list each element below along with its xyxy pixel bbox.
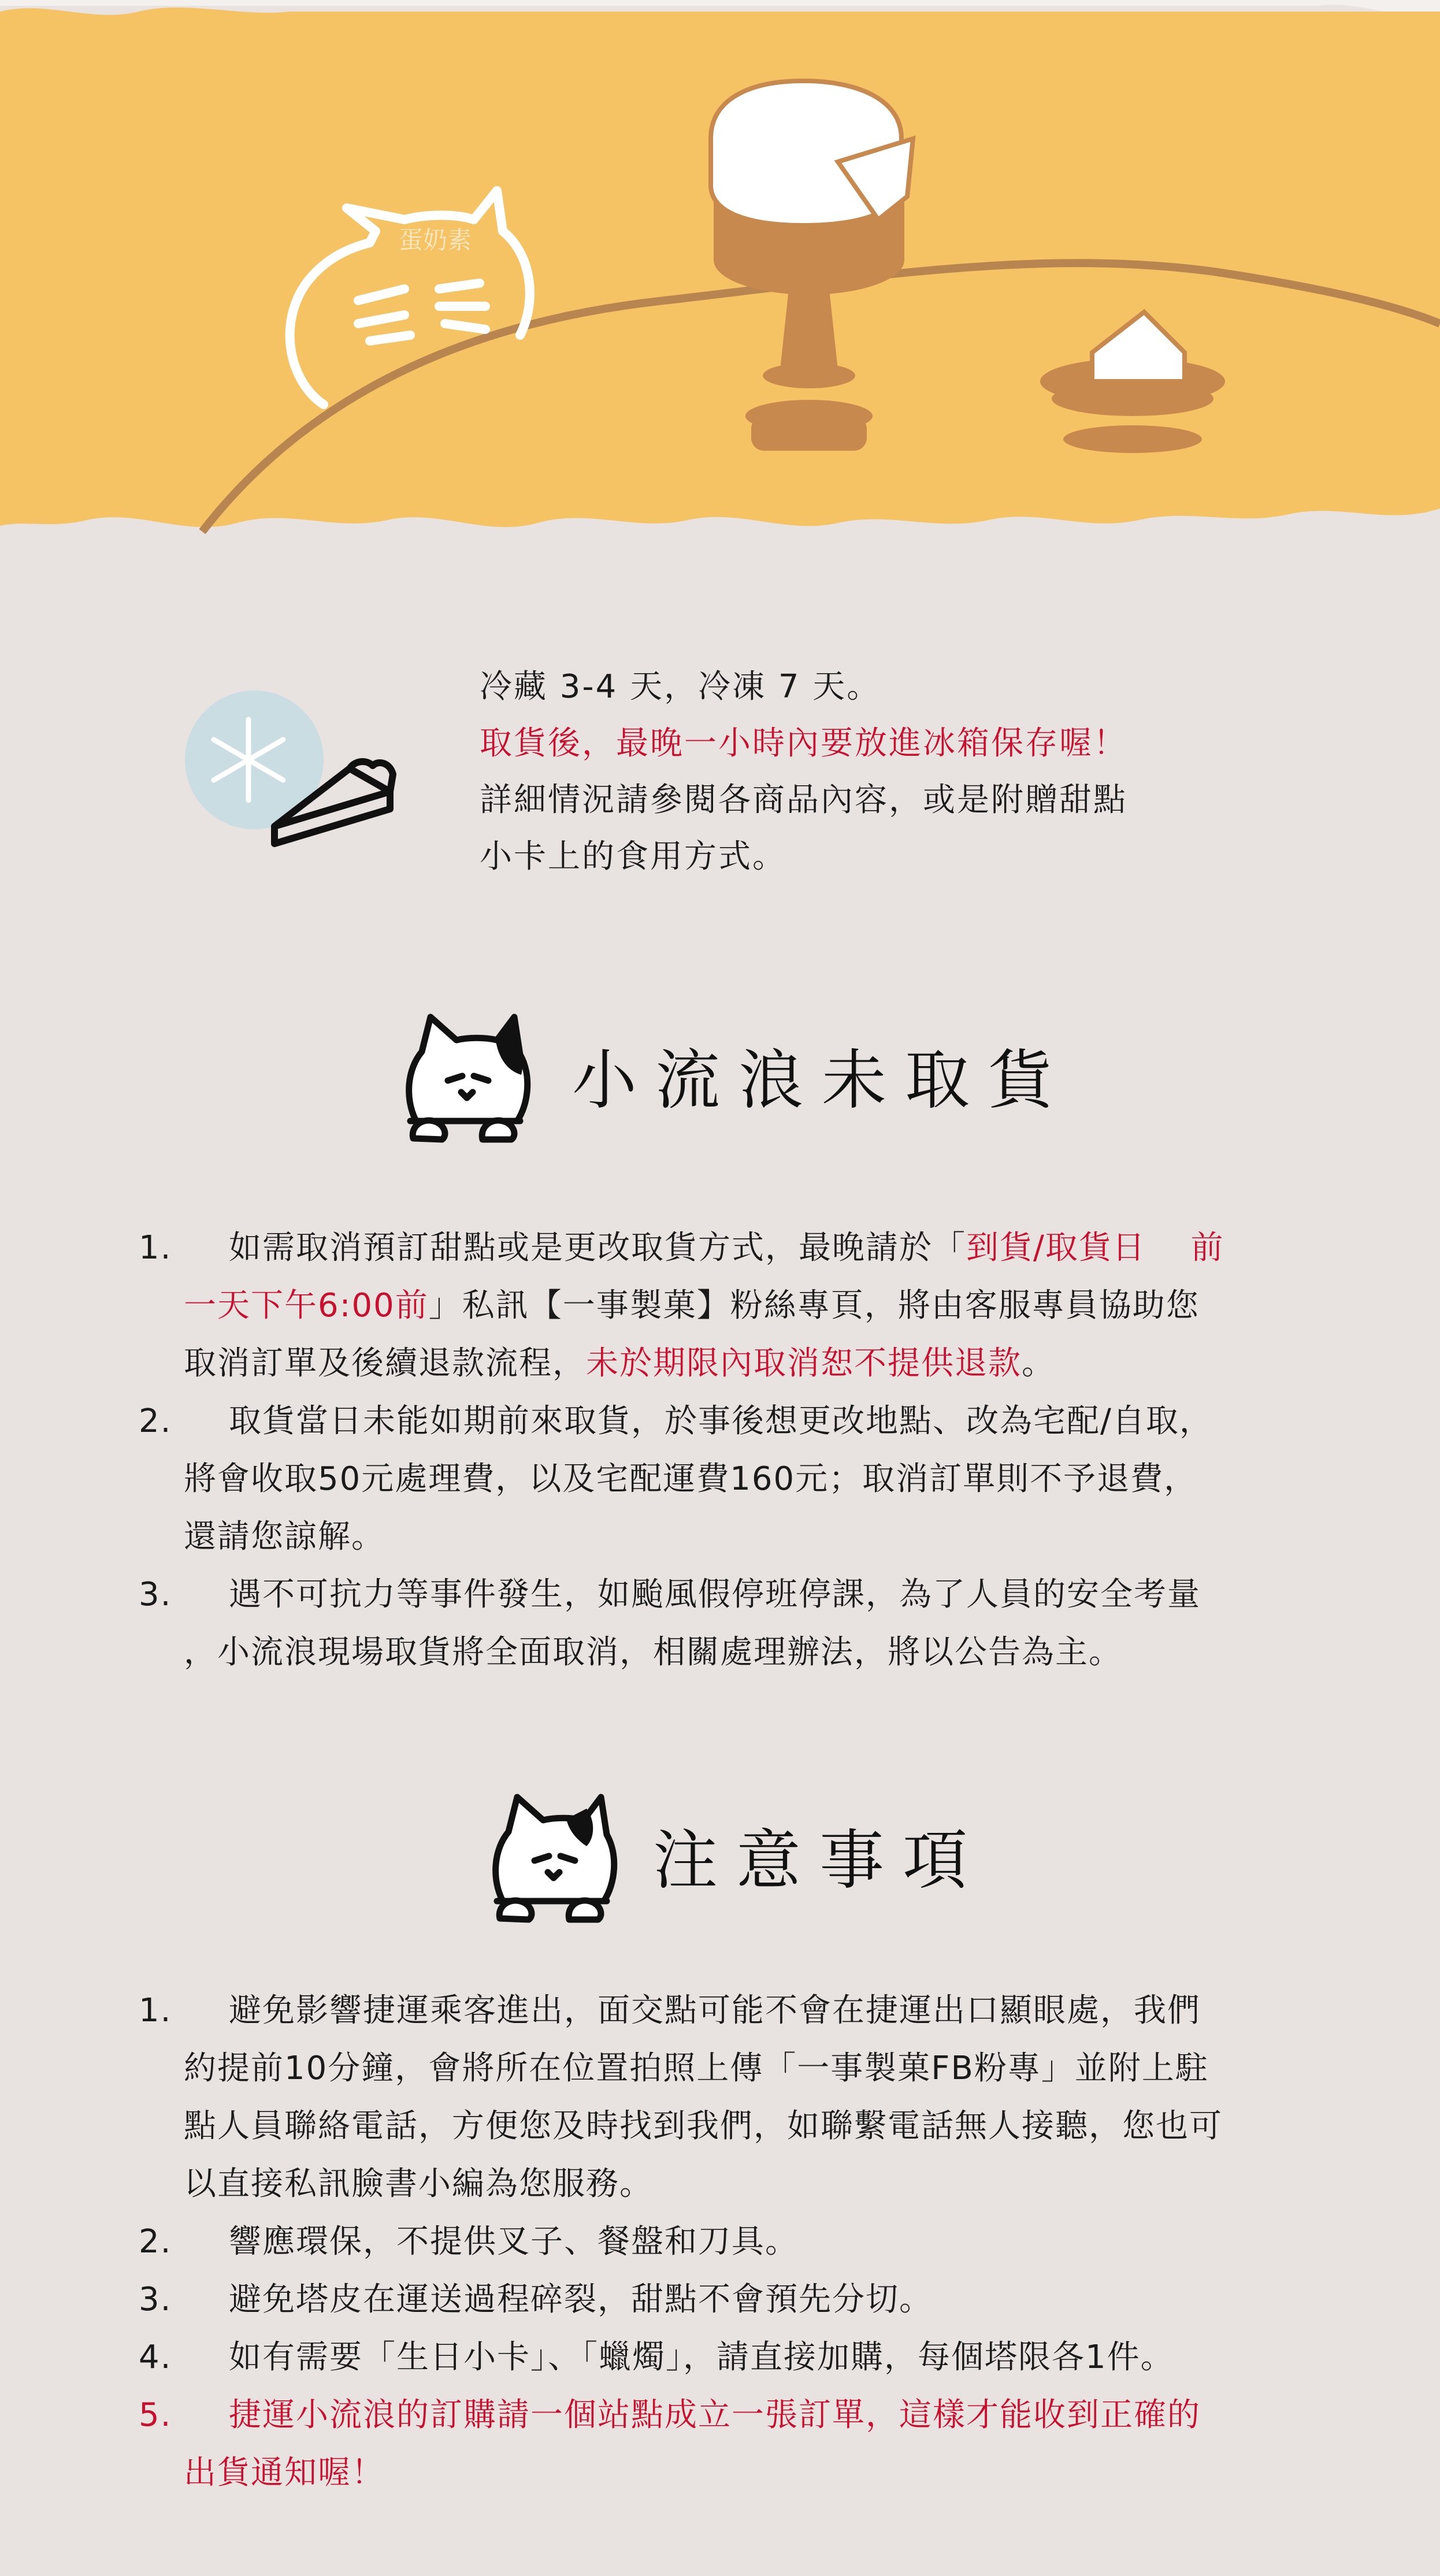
order-warning: 出貨通知喔！	[184, 2454, 385, 2492]
list-item	[139, 2329, 1317, 2386]
storage-info	[480, 659, 1346, 885]
list-text: 如有需要「生日小卡」、「蠟燭」，請直接加購，每個塔限各1件。	[229, 2339, 1174, 2376]
section-title-notes: 注意事項	[653, 1823, 986, 1898]
list-number: 2.	[139, 1402, 172, 1440]
deadline-highlight: 到貨/取貨日 前	[966, 1229, 1224, 1267]
pie-slice-icon	[263, 745, 407, 861]
storage-duration: 冷藏 3-4 天，冷凍 7 天。	[480, 668, 881, 706]
list-text: 。	[1022, 1345, 1055, 1382]
storage-detail-line-1: 詳細情況請參閱各商品內容，或是附贈甜點	[480, 781, 1127, 819]
list-number: 5.	[139, 2396, 172, 2434]
list-item	[139, 2213, 1317, 2271]
list-number: 1.	[139, 1229, 172, 1267]
list-text: 還請您諒解。	[184, 1518, 385, 1556]
no-refund-warning: 未於期限內取消恕不提供退款	[586, 1345, 1022, 1382]
section-header-pickup	[399, 1005, 1092, 1144]
list-number: 4.	[139, 2339, 172, 2376]
list-number: 1.	[139, 1992, 172, 2029]
list-text: 將會收取50元處理費，以及宅配運費160元；取消訂單則不予退費，	[184, 1460, 1198, 1498]
notes-list	[139, 1982, 1317, 2502]
list-number: 3.	[139, 1576, 172, 1613]
vegetarian-tag: 蛋奶素	[399, 226, 472, 254]
deadline-highlight: 一天下午6:00前	[184, 1287, 429, 1324]
pickup-rules-list	[139, 1219, 1317, 1682]
list-text: 約提前10分鐘，會將所在位置拍照上傳「一事製菓FB粉專」並附上駐	[184, 2050, 1209, 2087]
list-item	[139, 2386, 1317, 2502]
list-text: 如需取消預訂甜點或是更改取貨方式，最晚請於「	[229, 1229, 966, 1267]
list-text: 」私訊【一事製菓】粉絲專頁，將由客服專員協助您	[428, 1287, 1200, 1324]
list-item	[139, 1219, 1317, 1393]
cat-cake-banner-illustration	[0, 0, 1440, 555]
list-text: 點人員聯絡電話，方便您及時找到我們，如聯繫電話無人接聽，您也可	[184, 2107, 1223, 2145]
list-number: 3.	[139, 2281, 172, 2318]
list-item	[139, 1566, 1317, 1682]
section-title-pickup: 小流浪未取貨	[572, 1043, 1071, 1118]
list-item	[139, 1393, 1317, 1566]
order-warning: 捷運小流浪的訂購請一個站點成立一張訂單，這樣才能收到正確的	[229, 2396, 1201, 2434]
list-item	[139, 2271, 1317, 2329]
list-text: 響應環保，不提供叉子、餐盤和刀具。	[229, 2223, 799, 2261]
cat-icon	[485, 1786, 618, 1924]
list-text: 避免塔皮在運送過程碎裂，甜點不會預先分切。	[229, 2281, 933, 2318]
list-text: 避免影響捷運乘客進出，面交點可能不會在捷運出口顯眼處，我們	[229, 1992, 1201, 2029]
list-text: 遇不可抗力等事件發生，如颱風假停班停課，為了人員的安全考量	[229, 1576, 1201, 1613]
list-item	[139, 1982, 1317, 2213]
list-number: 2.	[139, 2223, 172, 2261]
list-text: 取消訂單及後續退款流程，	[184, 1345, 586, 1382]
list-text: 取貨當日未能如期前來取貨，於事後想更改地點、改為宅配/自取，	[229, 1402, 1213, 1440]
section-header-notes	[485, 1786, 1063, 1924]
storage-warning: 取貨後，最晚一小時內要放進冰箱保存喔！	[480, 725, 1127, 762]
list-text: ，小流浪現場取貨將全面取消，相關處理辦法，將以公告為主。	[184, 1634, 1122, 1671]
cat-icon	[399, 1005, 532, 1144]
list-text: 以直接私訊臉書小編為您服務。	[184, 2165, 653, 2203]
storage-detail-line-2: 小卡上的食用方式。	[480, 838, 786, 875]
